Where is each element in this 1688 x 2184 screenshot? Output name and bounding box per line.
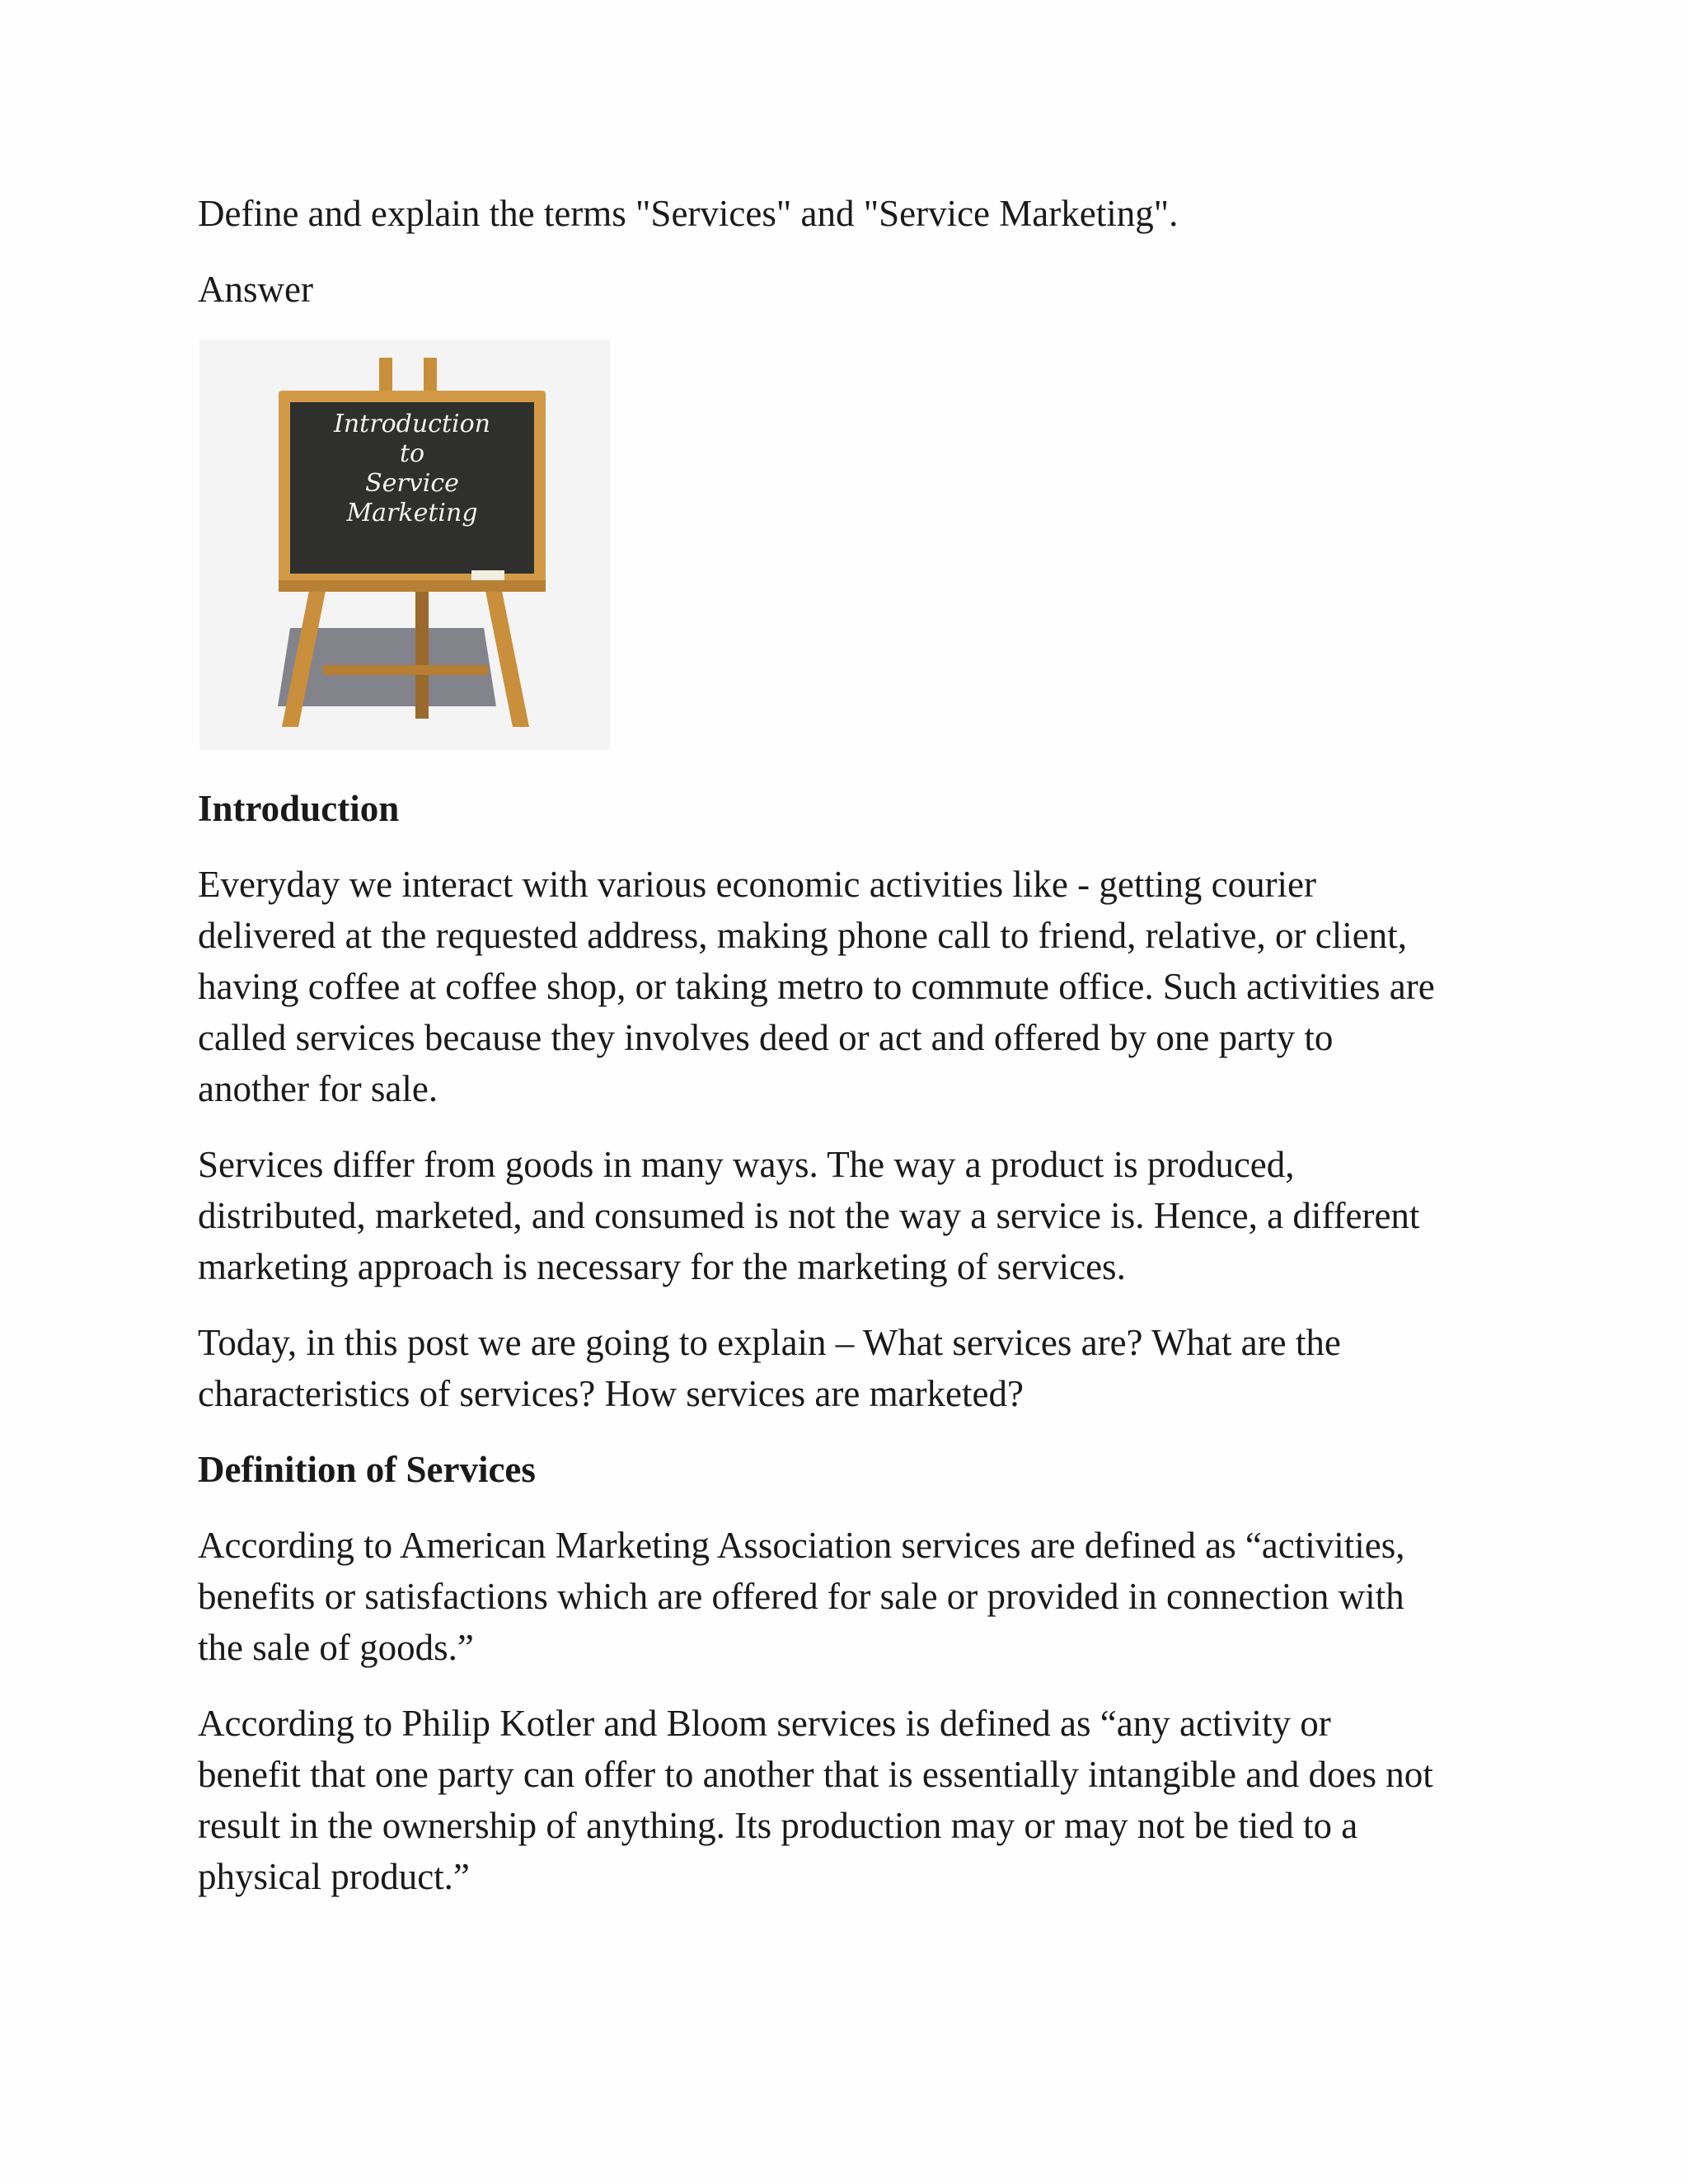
- definition-paragraph-2: [198, 1698, 1500, 1902]
- text-line: benefits or satisfactions which are offered for sale or provided in connection with: [198, 1576, 1404, 1617]
- text-line: According to Philip Kotler and Bloom services is defined as “any activity or: [198, 1703, 1331, 1744]
- intro-paragraph-1: [198, 859, 1500, 1114]
- section-heading-introduction: Introduction: [198, 788, 400, 829]
- text-line: Everyday we interact with various economic activities like - getting courier: [198, 864, 1317, 905]
- text-line: distributed, marketed, and consumed is not the way a service is. Hence, a different: [198, 1195, 1420, 1236]
- text-line: having coffee at coffee shop, or taking metro to commute office. Such activities are: [198, 966, 1435, 1007]
- intro-paragraph-3: [198, 1317, 1500, 1419]
- text-line: the sale of goods.”: [198, 1627, 474, 1668]
- text-line: According to American Marketing Association services are defined as “activities,: [198, 1525, 1405, 1566]
- board-line-3: Service: [365, 469, 459, 498]
- definition-paragraph-1: [198, 1520, 1500, 1673]
- board-line-1: Introduction: [334, 410, 490, 438]
- intro-paragraph-2: [198, 1139, 1500, 1292]
- text-line: benefit that one party can offer to another that is essentially intangible and does not: [198, 1754, 1433, 1795]
- text-line: called services because they involves deed or act and offered by one party to: [198, 1017, 1334, 1058]
- board-line-2: to: [399, 439, 425, 468]
- service-marketing-figure: [199, 340, 610, 750]
- text-line: physical product.”: [198, 1856, 470, 1897]
- text-line: Services differ from goods in many ways. The way a product is produced,: [198, 1144, 1295, 1185]
- text-line: marketing approach is necessary for the marketing of services.: [198, 1246, 1126, 1287]
- text-line: characteristics of services? How services are marketed?: [198, 1373, 1024, 1414]
- text-line: result in the ownership of anything. Its production may or may not be tied to a: [198, 1805, 1358, 1846]
- question-text: Define and explain the terms "Services" and "Service Marketing".: [198, 193, 1179, 234]
- answer-label: Answer: [198, 269, 313, 310]
- text-line: delivered at the requested address, making phone call to friend, relative, or client,: [198, 915, 1407, 956]
- board-line-4: Marketing: [346, 499, 478, 527]
- section-heading-definition: Definition of Services: [198, 1449, 536, 1490]
- document-content: [198, 188, 1500, 1927]
- text-line: another for sale.: [198, 1068, 438, 1109]
- text-line: Today, in this post we are going to explain – What services are? What are the: [198, 1322, 1341, 1363]
- easel-chalkboard-icon: [199, 340, 610, 750]
